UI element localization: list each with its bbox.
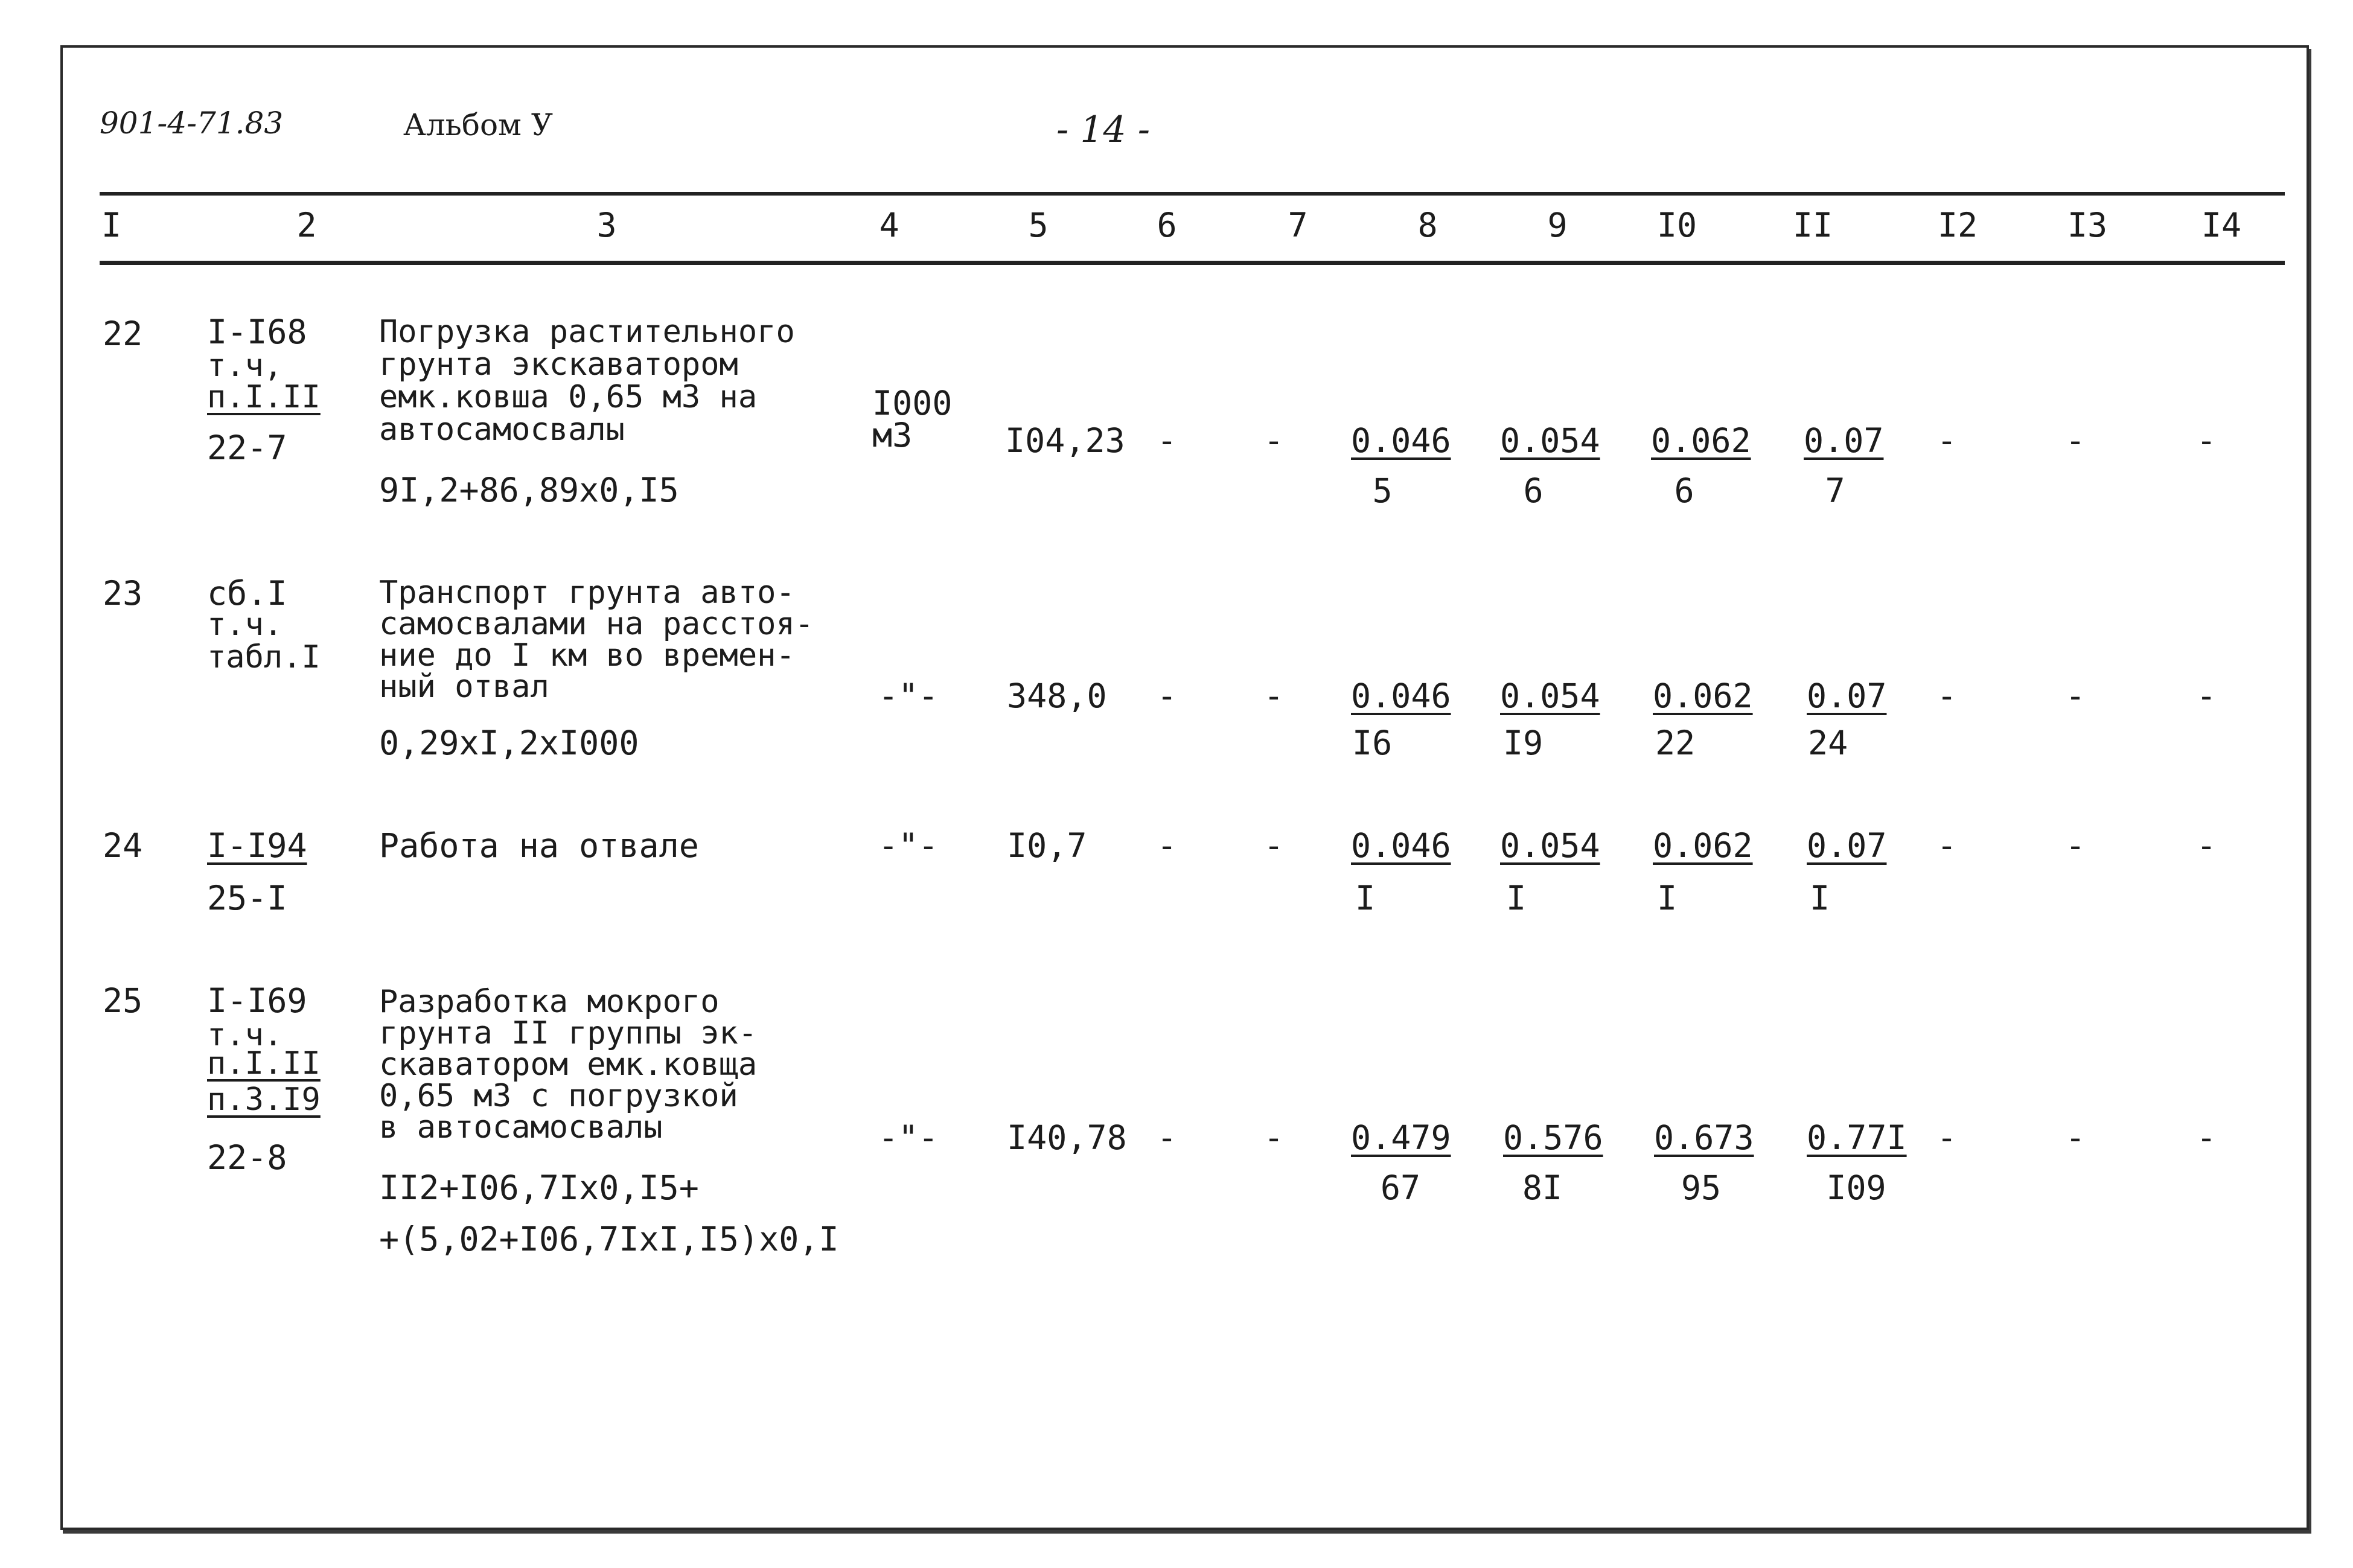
description-line: Разработка мокрого	[379, 984, 720, 1020]
col-header-13: I3	[2067, 206, 2108, 244]
unit: м3	[872, 416, 913, 454]
col14-value: -	[2196, 421, 2217, 460]
col-header-6: 6	[1157, 206, 1177, 244]
coefficient: 0.054	[1500, 421, 1600, 460]
header-bottom-rule	[100, 261, 2285, 265]
col12-value: -	[1936, 1118, 1957, 1157]
col12-value: -	[1936, 677, 1957, 715]
coefficient: 0.046	[1351, 826, 1451, 865]
ref-line: п.I.II	[207, 379, 321, 415]
subvalue: 5	[1372, 471, 1393, 510]
description-line: Работа на отвале	[379, 826, 699, 865]
coefficient: 0.046	[1351, 677, 1451, 715]
description-line: грунта II группы эк-	[379, 1015, 758, 1051]
formula-line: +(5,02+I06,7IxI,I5)x0,I	[379, 1220, 839, 1258]
unit: -"-	[878, 677, 939, 715]
col13-value: -	[2065, 677, 2086, 715]
ref-line: т.ч,	[207, 348, 283, 384]
formula-line: 9I,2+86,89x0,I5	[379, 471, 679, 509]
row-number: 25	[103, 981, 143, 1020]
col6-value: -	[1157, 677, 1177, 715]
description-line: Транспорт грунта авто-	[379, 575, 795, 611]
col-header-3: 3	[596, 206, 617, 244]
col12-value: -	[1936, 421, 1957, 460]
col6-value: -	[1157, 826, 1177, 865]
quantity-value: I04,23	[1005, 421, 1125, 460]
col7-value: -	[1263, 1118, 1284, 1157]
coefficient: 0.07	[1807, 826, 1887, 865]
subvalue: I9	[1503, 724, 1544, 762]
ref-line: I-I69	[207, 981, 307, 1020]
subvalue: I	[1355, 879, 1376, 917]
subvalue: 67	[1380, 1168, 1421, 1207]
col6-value: -	[1157, 1118, 1177, 1157]
ref-line: т.ч.	[207, 1017, 283, 1053]
col-header-5: 5	[1028, 206, 1049, 244]
description-line: скаватором емк.ковща	[379, 1047, 758, 1083]
coefficient: 0.062	[1653, 826, 1753, 865]
coefficient: 0.673	[1654, 1118, 1754, 1157]
col7-value: -	[1263, 826, 1284, 865]
subvalue: 24	[1808, 724, 1848, 762]
col-header-2: 2	[296, 206, 317, 244]
coefficient: 0.07	[1804, 421, 1884, 460]
col-header-11: II	[1792, 206, 1833, 244]
formula-line: 0,29xI,2xI000	[379, 724, 639, 762]
quantity-value: 348,0	[1007, 677, 1107, 715]
quantity-value: I40,78	[1007, 1118, 1127, 1157]
col-header-9: 9	[1547, 206, 1568, 244]
formula-line: II2+I06,7Ix0,I5+	[379, 1168, 699, 1207]
coefficient: 0.054	[1500, 677, 1600, 715]
col-header-10: I0	[1656, 206, 1697, 244]
subvalue: 22	[1655, 724, 1696, 762]
description-line: емк.ковша 0,65 м3 на	[379, 379, 758, 415]
subvalue: 6	[1523, 471, 1544, 510]
description-line: ный отвал	[379, 669, 549, 705]
subvalue: I6	[1352, 724, 1393, 762]
row-number: 23	[103, 574, 143, 613]
col13-value: -	[2065, 1118, 2086, 1157]
coefficient: 0.07	[1807, 677, 1887, 715]
ref-line: сб.I	[207, 574, 287, 613]
subvalue: 95	[1681, 1168, 1722, 1207]
col14-value: -	[2196, 677, 2217, 715]
coefficient: 0.062	[1651, 421, 1751, 460]
description-line: грунта экскаватором	[379, 346, 738, 383]
header-top-rule	[100, 192, 2285, 196]
col7-value: -	[1263, 677, 1284, 715]
description-line: ние до I км во времен-	[379, 637, 795, 674]
description-line: 0,65 м3 с погрузкой	[379, 1078, 738, 1114]
col-header-12: I2	[1937, 206, 1978, 244]
page-frame	[60, 45, 2309, 1530]
ref-line: п.3.I9	[207, 1082, 321, 1118]
coefficient: 0.054	[1500, 826, 1600, 865]
subvalue: I	[1657, 879, 1678, 917]
description-line: самосвалами на расстоя-	[379, 606, 814, 642]
subvalue: 6	[1674, 471, 1694, 510]
ref-line: I-I94	[207, 826, 307, 865]
col-header-4: 4	[879, 206, 899, 244]
unit: -"-	[878, 826, 939, 865]
description-line: в автосамосвалы	[379, 1109, 663, 1146]
coefficient: 0.062	[1653, 677, 1753, 715]
col12-value: -	[1936, 826, 1957, 865]
col7-value: -	[1263, 421, 1284, 460]
ref-line: 22-7	[207, 429, 287, 467]
ref-line: 22-8	[207, 1138, 287, 1177]
col-header-7: 7	[1288, 206, 1308, 244]
col6-value: -	[1157, 421, 1177, 460]
document-code: 901-4-71.83	[100, 106, 284, 141]
page-number: - 14 -	[1056, 109, 1151, 151]
coefficient: 0.479	[1351, 1118, 1451, 1157]
col14-value: -	[2196, 1118, 2217, 1157]
subvalue: 7	[1825, 471, 1845, 510]
unit: -"-	[878, 1118, 939, 1157]
unit: I000	[872, 384, 953, 422]
coefficient: 0.046	[1351, 421, 1451, 460]
subvalue: I09	[1826, 1168, 1886, 1207]
subvalue: 8I	[1522, 1168, 1563, 1207]
ref-line: 25-I	[207, 879, 287, 917]
row-number: 24	[103, 826, 143, 865]
col-header-8: 8	[1417, 206, 1438, 244]
ref-line: I-I68	[207, 313, 307, 351]
subvalue: I	[1506, 879, 1527, 917]
col-header-14: I4	[2201, 206, 2242, 244]
ref-line: п.I.II	[207, 1045, 321, 1082]
ref-line: табл.I	[207, 639, 321, 675]
col14-value: -	[2196, 826, 2217, 865]
album-label: Альбом У	[403, 107, 553, 142]
description-line: автосамосвалы	[379, 412, 625, 448]
description-line: Погрузка растительного	[379, 314, 795, 350]
col-header-1: I	[101, 206, 122, 244]
ref-line: т.ч.	[207, 607, 283, 643]
subvalue: I	[1810, 879, 1830, 917]
col13-value: -	[2065, 826, 2086, 865]
coefficient: 0.576	[1503, 1118, 1603, 1157]
quantity-value: I0,7	[1007, 826, 1087, 865]
row-number: 22	[103, 314, 143, 353]
col13-value: -	[2065, 421, 2086, 460]
coefficient: 0.77I	[1807, 1118, 1907, 1157]
